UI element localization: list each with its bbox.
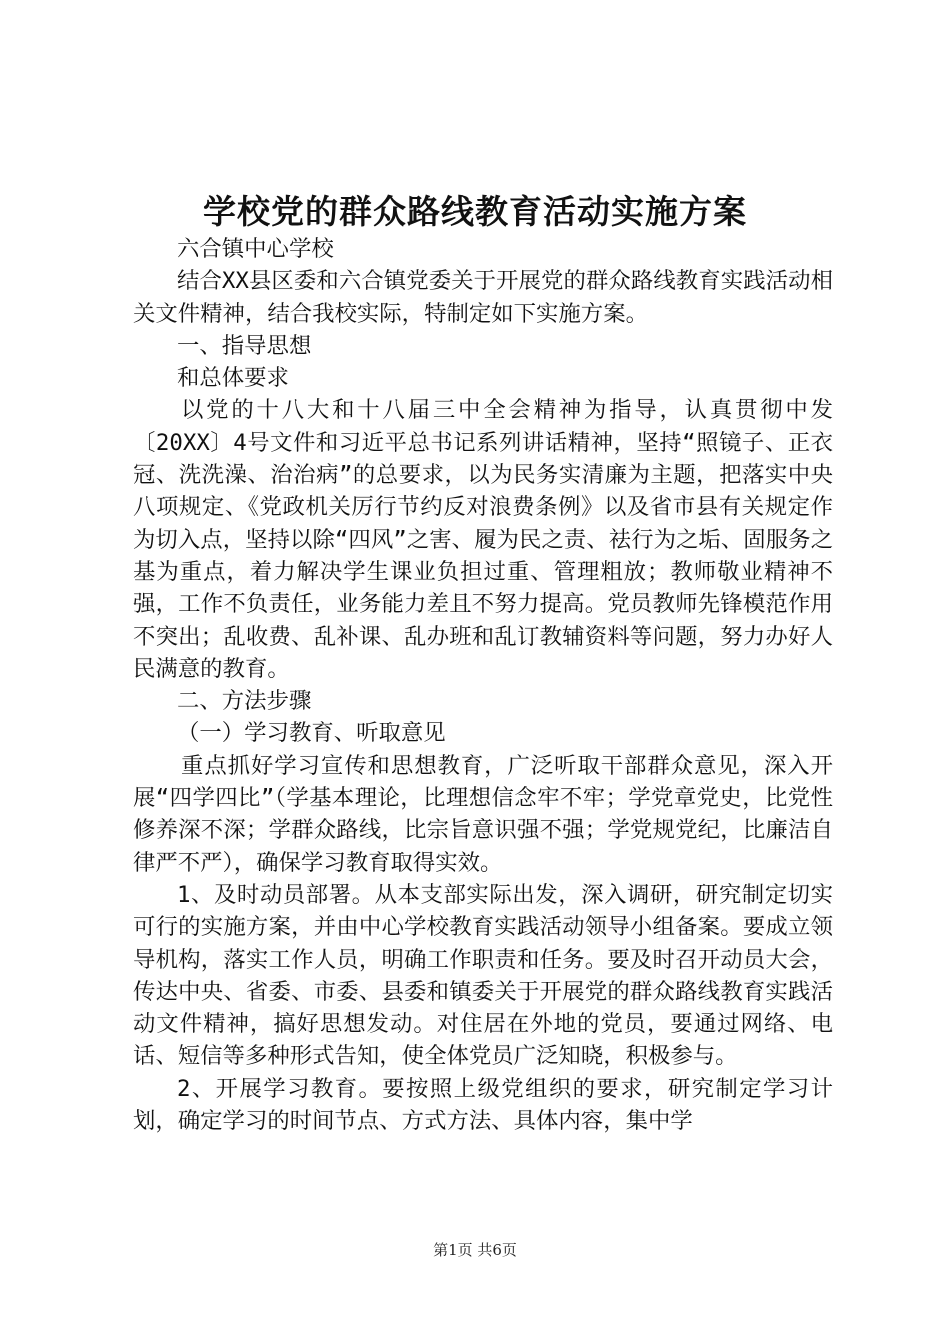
document-title: 学校党的群众路线教育活动实施方案 xyxy=(203,192,747,231)
section-heading-method-steps: 二、方法步骤 xyxy=(177,688,312,715)
guiding-thought-paragraph: 以党的十八大和十八届三中全会精神为指导，认真贯彻中发〔20XX〕4号文件和习近平总书记系列讲话精神，坚持“照镜子、正衣冠、洗洗澡、治治病”的总要求，以为民务实清廉为主题，把落实中央八项规定、《党政机关厉行节约反对浪费条例》以及省市县有关规定作为切入点，坚持以除“四风”之害、履为民之责、祛行为之垢、固服务之基为重点，着力解决学生课业负担过重、管理粗放；教师敬业精神不强，工作不负责任，业务能力差且不努力提高。党员教师先锋模范作用不突出；乱收费、乱补课、乱办班和乱订教辅资料等问题，努力办好人民满意的教育。 xyxy=(133,397,833,682)
school-name: 六合镇中心学校 xyxy=(177,236,334,262)
subsection-heading-study-education: （一）学习教育、听取意见 xyxy=(177,720,446,747)
page-number-footer: 第1页 共6页 xyxy=(433,1241,517,1259)
section-heading-guiding-thought: 一、指导思想 xyxy=(177,332,312,359)
item-study-paragraph: 2、开展学习教育。要按照上级党组织的要求，研究制定学习计划，确定学习的时间节点、方式方法、具体内容，集中学 xyxy=(133,1075,833,1135)
item-mobilization-paragraph: 1、及时动员部署。从本支部实际出发，深入调研，研究制定切实可行的实施方案，并由中心学校教育实践活动领导小组备案。要成立领导机构，落实工作人员，明确工作职责和任务。要及时召开动员大会，传达中央、省委、市委、县委和镇委关于开展党的群众路线教育实践活动文件精神，搞好思想发动。对住居在外地的党员，要通过网络、电话、短信等多种形式告知，使全体党员广泛知晓，积极参与。 xyxy=(133,881,833,1070)
document-body xyxy=(133,233,833,1137)
section-heading-overall-requirements: 和总体要求 xyxy=(177,365,289,392)
study-education-paragraph: 重点抓好学习宣传和思想教育，广泛听取干部群众意见，深入开展“四学四比”（学基本理论，比理想信念牢不牢；学党章党史，比党性修养深不深；学群众路线，比宗旨意识强不强；学党规党纪，比廉洁自律严不严），确保学习教育取得实效。 xyxy=(133,752,833,876)
intro-paragraph: 结合XX县区委和六合镇党委关于开展党的群众路线教育实践活动相关文件精神，结合我校实际，特制定如下实施方案。 xyxy=(133,268,833,327)
